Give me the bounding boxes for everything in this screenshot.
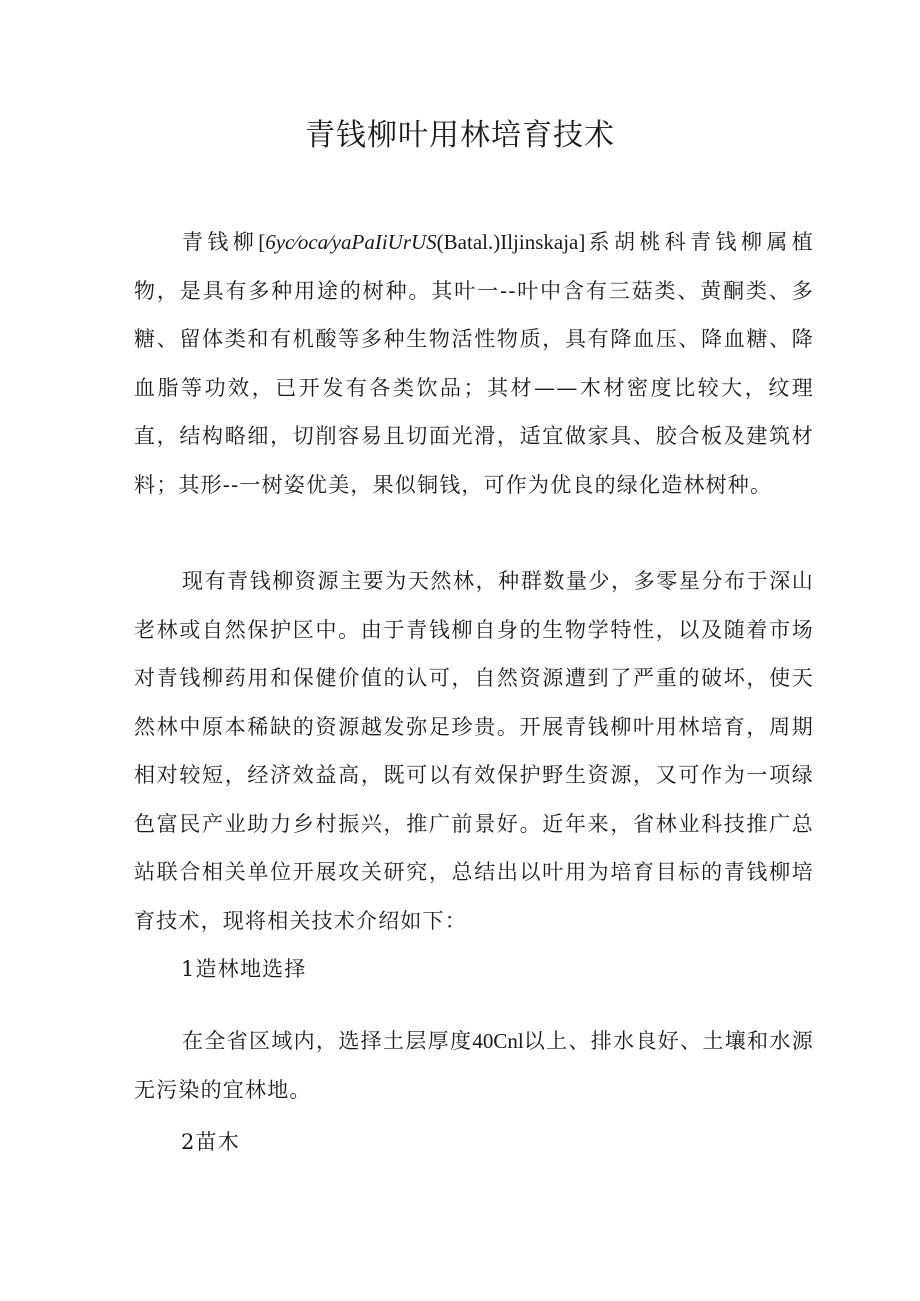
section-heading-site-selection: 1造林地选择 [181,957,307,981]
scientific-name: 6yc∕oca∕yaPaIiUrUS [265,230,437,254]
site-selection-paragraph [134,1017,814,1114]
intro-body: 系胡桃科青钱柳属植物，是具有多种用途的树种。其叶一--叶中含有三菇类、黄酮类、多糖、留体类和有机酸等多种生物活性物质，具有降血压、降血糖、降血脂等功效，已开发有各类饮品；其材——木材密度比较大，纹理直，结构略细，切削容易且切面光滑，适宜做家具、胶合板及建筑材料；其形--一树姿优美，果似铜钱，可作为优良的绿化造林树种。 [134,230,814,497]
intro-lead: 青钱柳 [182,230,259,254]
site-body-pre: 在全省区域内，选择土层厚度 [182,1029,473,1053]
intro-paragraph [134,218,814,509]
scientific-authority: (Batal.)Iljinskaja] [436,230,586,254]
document-title: 青钱柳叶用林培育技术 [305,118,615,153]
site-body-post: 以上、排水良好、土壤和水源无污染的宜林地。 [134,1029,814,1102]
section-heading-seedlings: 2苗木 [181,1130,240,1154]
soil-depth-value: 40Cnl [472,1029,524,1053]
resource-paragraph: 现有青钱柳资源主要为天然林，种群数量少，多零星分布于深山老林或自然保护区中。由于青钱柳自身的生物学特性，以及随着市场对青钱柳药用和保健价值的认可，自然资源遭到了严重的破坏，使天然林中原本稀缺的资源越发弥足珍贵。开展青钱柳叶用林培育，周期相对较短，经济效益高，既可以有效保护野生资源，又可作为一项绿色富民产业助力乡村振兴，推广前景好。近年来，省林业科技推广总站联合相关单位开展攻关研究，总结出以叶用为培育目标的青钱柳培育技术，现将相关技术介绍如下： [134,569,814,933]
intro-bracket: [ [258,230,266,254]
